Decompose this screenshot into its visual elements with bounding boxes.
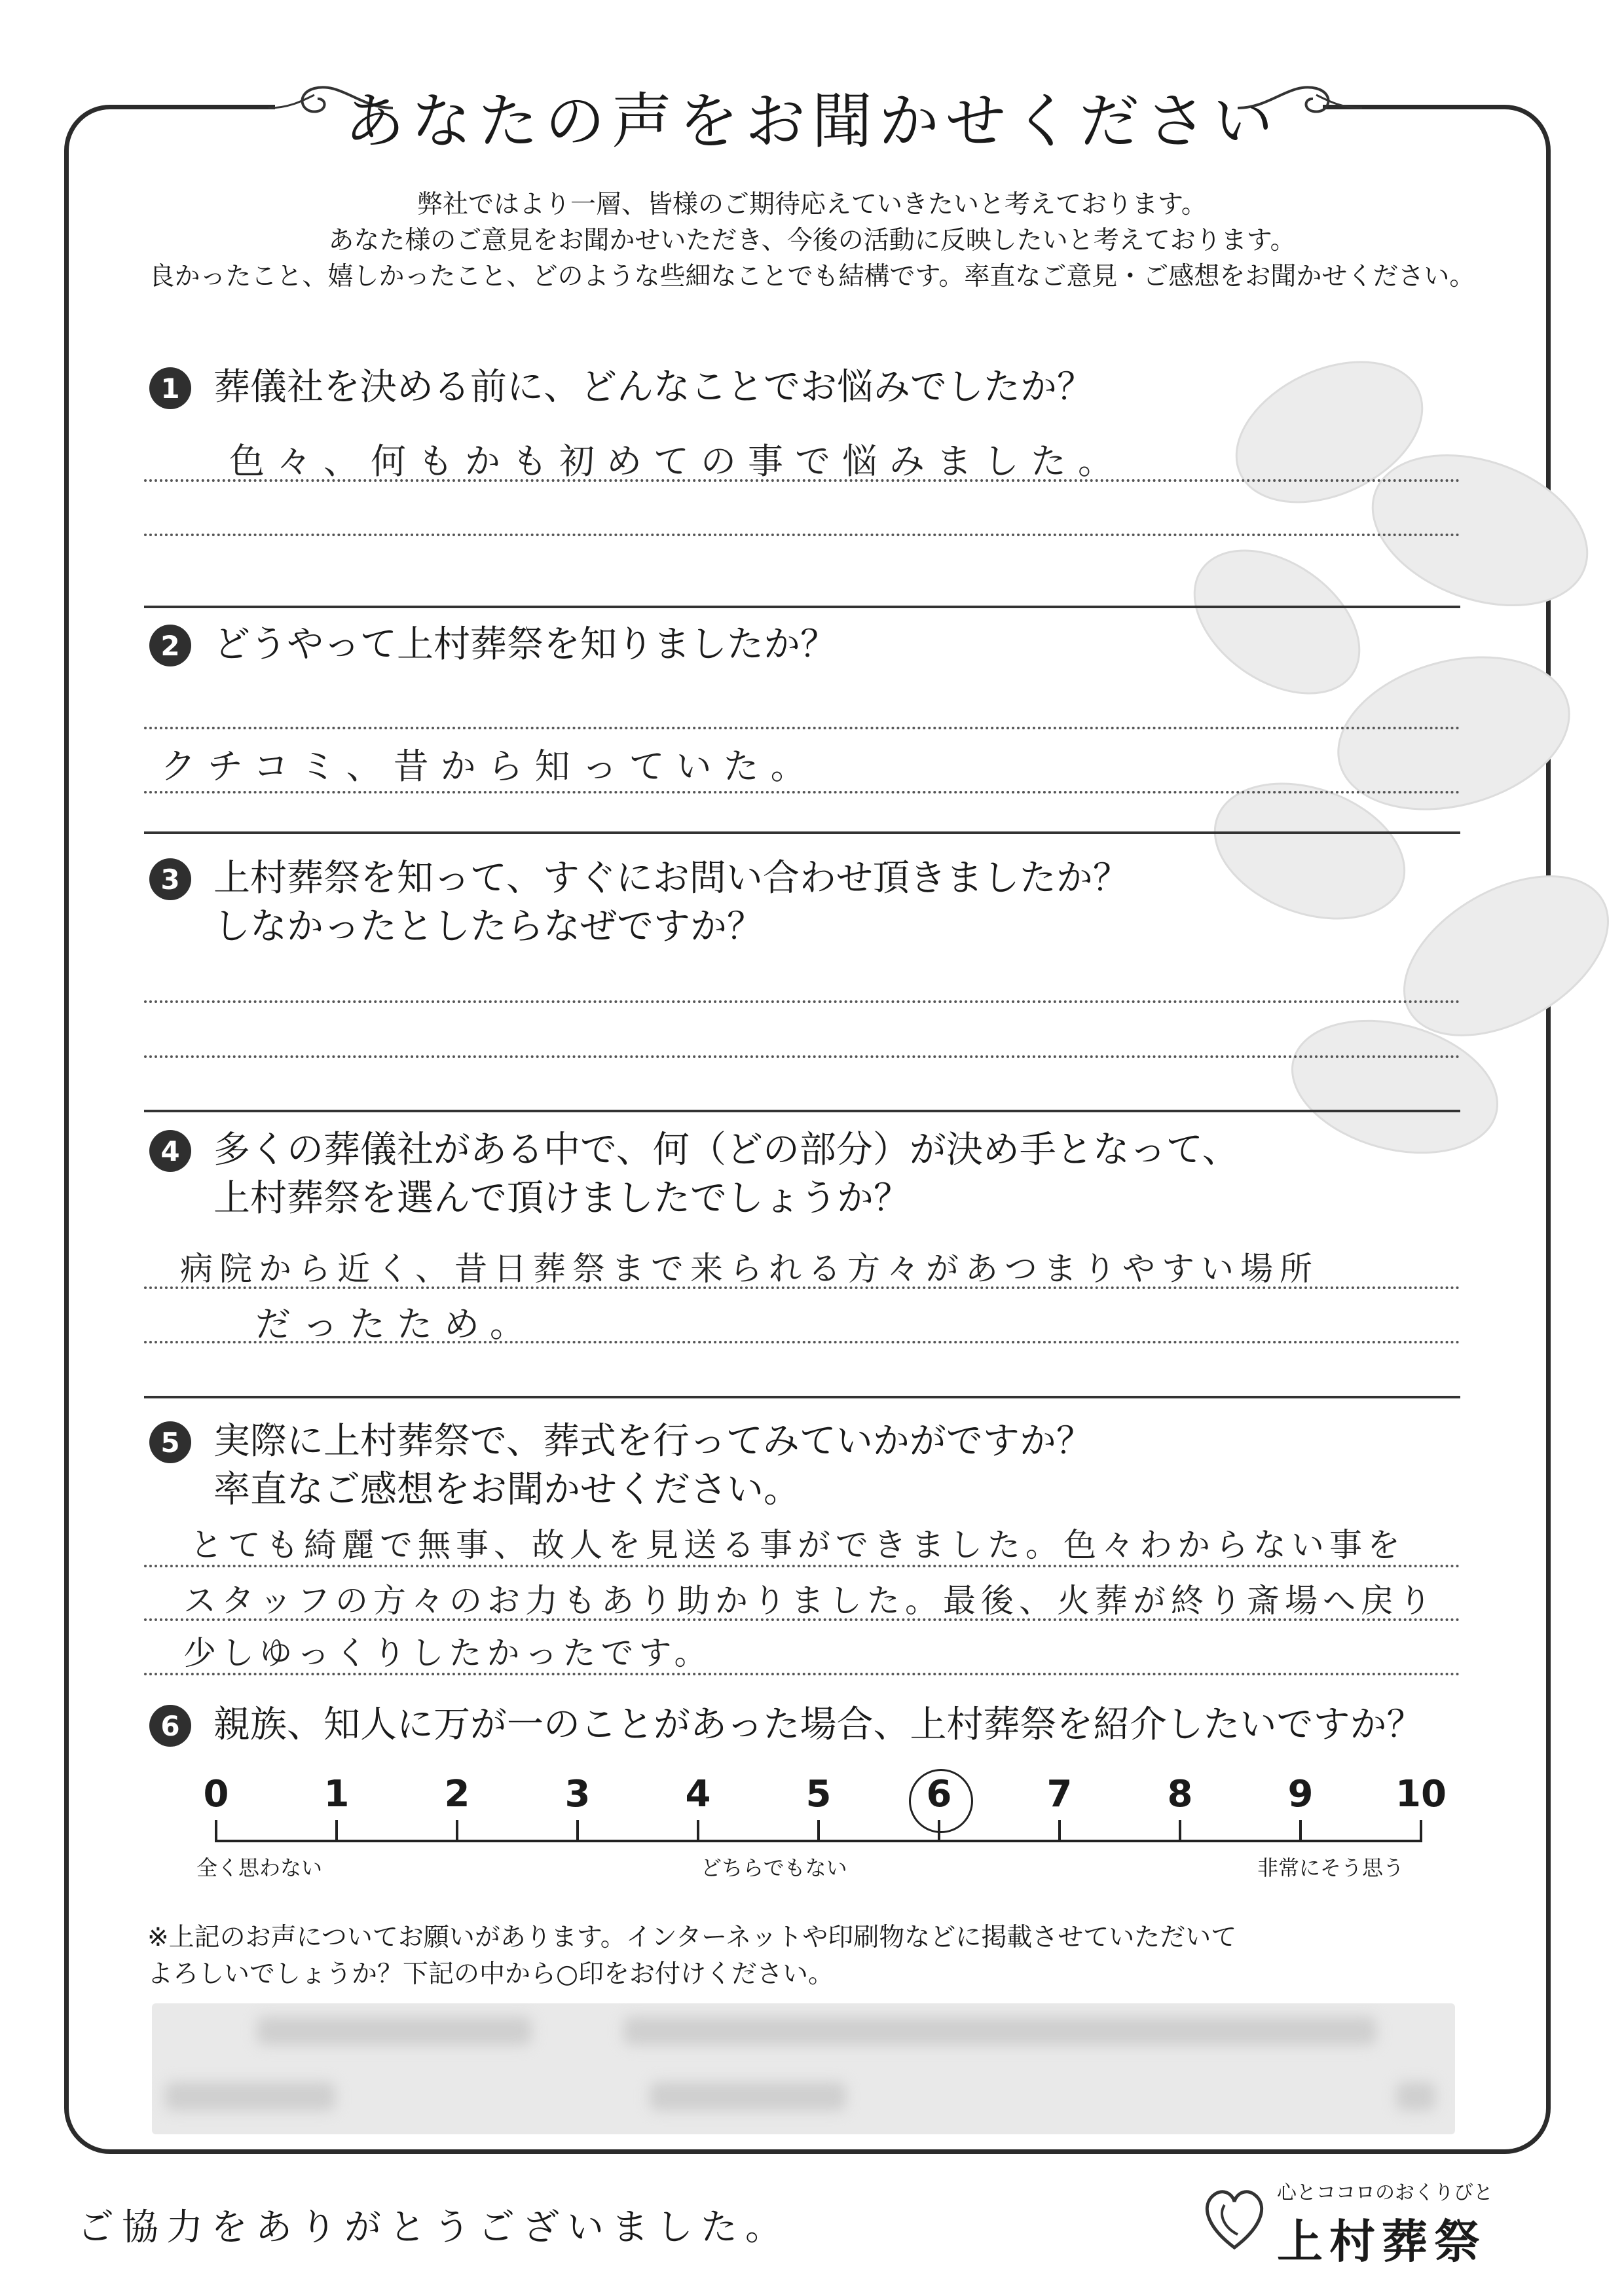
scale-tick-number[interactable]: 8 (1167, 1773, 1193, 1815)
redacted-consent-options (152, 2003, 1455, 2134)
answer-4-line: 病院から近く、昔日葬祭まで来られる方々があつまりやすい場所 (180, 1250, 1319, 1288)
scale-tick-number[interactable]: 0 (203, 1773, 229, 1815)
question-1 (149, 363, 1094, 412)
section-divider (144, 1110, 1460, 1112)
question-4 (149, 1126, 1239, 1223)
company-logo (1198, 2172, 1513, 2269)
intro-line: あなた様のご意見をお聞かせいただき、今後の活動に反映したいと考えております。 (328, 226, 1296, 255)
scale-tick-number[interactable]: 2 (444, 1773, 470, 1815)
scale-label-low: 全く思わない (196, 1855, 323, 1880)
page-title: あなたの声をお聞かせください (344, 86, 1280, 156)
question-text: しなかったとしたらなぜですか？ (213, 905, 764, 948)
scale-tick-number[interactable]: 3 (564, 1773, 591, 1815)
question-number-badge: 2 (149, 625, 191, 666)
answer-5-line: とても綺麗で無事、故人を見送る事ができました。色々わからない事を (190, 1526, 1405, 1564)
scale-tick-number[interactable]: 9 (1287, 1773, 1314, 1815)
logo-tagline: 心とココロのおくりびと (1277, 2181, 1493, 2204)
question-5 (149, 1417, 1093, 1514)
background-petal-decoration (1113, 314, 1624, 1231)
question-text: 率直なご感想をお聞かせください。 (213, 1468, 800, 1511)
scale-tick-number[interactable]: 10 (1395, 1773, 1447, 1815)
answer-line (144, 1000, 1460, 1003)
answer-line (144, 1055, 1460, 1058)
question-number-badge: 4 (149, 1130, 191, 1172)
redacted-bar (165, 2082, 335, 2111)
question-6 (149, 1701, 1423, 1749)
section-divider (144, 1396, 1460, 1398)
intro-line: 良かったこと、嬉しかったこと、どのような些細なことでも結構です。率直なご意見・ご感想をお聞かせください。 (149, 262, 1475, 291)
note-line: よろしいでしょうか？下記の中から○印をお付けください。 (147, 1959, 834, 1989)
section-divider (144, 606, 1460, 608)
redacted-bar (650, 2082, 846, 2111)
answer-5-line: スタッフの方々のお力もあり助かりました。最後、火葬が終り斎場へ戻り (183, 1582, 1437, 1620)
question-number-badge: 3 (149, 858, 191, 900)
question-number-badge: 1 (149, 367, 191, 409)
answer-5-line: 少しゆっくりしたかったです。 (183, 1634, 712, 1672)
answer-line (144, 791, 1460, 793)
scale-tick (1058, 1820, 1061, 1842)
section-divider (144, 831, 1460, 834)
scale-tick-number[interactable]: 7 (1046, 1773, 1073, 1815)
publication-note (147, 1920, 1236, 1993)
redacted-bar (623, 2016, 1376, 2045)
answer-line (144, 1618, 1460, 1621)
question-text: 上村葬祭を選んで頂けましたでしょうか？ (213, 1177, 910, 1220)
answer-2-line: クチコミ、昔から知っていた。 (160, 746, 818, 787)
scale-tick (576, 1820, 579, 1842)
redacted-bar (257, 2016, 532, 2045)
question-text: 親族、知人に万が一のことがあった場合、上村葬祭を紹介したいですか？ (213, 1704, 1424, 1746)
scale-label-mid: どちらでもない (701, 1855, 847, 1880)
answer-line (144, 534, 1460, 536)
scale-tick (335, 1820, 338, 1842)
thank-you-message: ご協力をありがとうございました。 (77, 2206, 790, 2249)
question-text: 多くの葬儀社がある中で、何（どの部分）が決め手となって、 (213, 1129, 1239, 1171)
question-text: どうやって上村葬祭を知りましたか？ (213, 623, 837, 666)
intro-text (0, 187, 1624, 295)
rating-scale (196, 1773, 1447, 1912)
intro-line: 弊社ではより一層、皆様のご期待応えていきたいと考えております。 (417, 190, 1207, 219)
logo-name: 上村葬祭 (1277, 2215, 1486, 2269)
scale-tick-number[interactable]: 6 (926, 1773, 952, 1815)
note-line: ※上記のお声についてお願いがあります。インターネットや印刷物などに掲載させていただいて (147, 1923, 1237, 1952)
question-2 (149, 621, 837, 669)
answer-4-line: だったため。 (255, 1303, 537, 1345)
scale-tick (1179, 1820, 1181, 1842)
answer-line (144, 1673, 1460, 1675)
answer-1-line: 色々、何もかも初めての事で悩みました。 (229, 441, 1125, 482)
answer-line (144, 1341, 1460, 1343)
question-text: 葬儀社を決める前に、どんなことでお悩みでしたか？ (213, 366, 1094, 409)
question-number-badge: 6 (149, 1705, 191, 1747)
scale-tick-number[interactable]: 1 (323, 1773, 350, 1815)
answer-line (144, 1565, 1460, 1567)
question-text: 上村葬祭を知って、すぐにお問い合わせ頂きましたか？ (213, 857, 1130, 900)
question-number-badge: 5 (149, 1421, 191, 1463)
scale-tick (1420, 1820, 1422, 1842)
question-3 (149, 854, 1130, 951)
scale-tick (215, 1820, 217, 1842)
scale-tick-number[interactable]: 5 (805, 1773, 832, 1815)
scale-label-high: 非常にそう思う (1257, 1855, 1405, 1880)
redacted-bar (1396, 2082, 1435, 2111)
answer-line (144, 1286, 1460, 1289)
scale-tick (817, 1820, 820, 1842)
heart-logo-icon (1198, 2179, 1270, 2257)
scale-tick (456, 1820, 458, 1842)
question-text: 実際に上村葬祭で、葬式を行ってみていかがですか？ (213, 1420, 1093, 1463)
answer-line (144, 727, 1460, 729)
scale-tick-number[interactable]: 4 (685, 1773, 711, 1815)
answer-line (144, 479, 1460, 482)
scale-tick (1299, 1820, 1302, 1842)
scale-tick (697, 1820, 699, 1842)
selected-rating-circle (909, 1769, 973, 1833)
